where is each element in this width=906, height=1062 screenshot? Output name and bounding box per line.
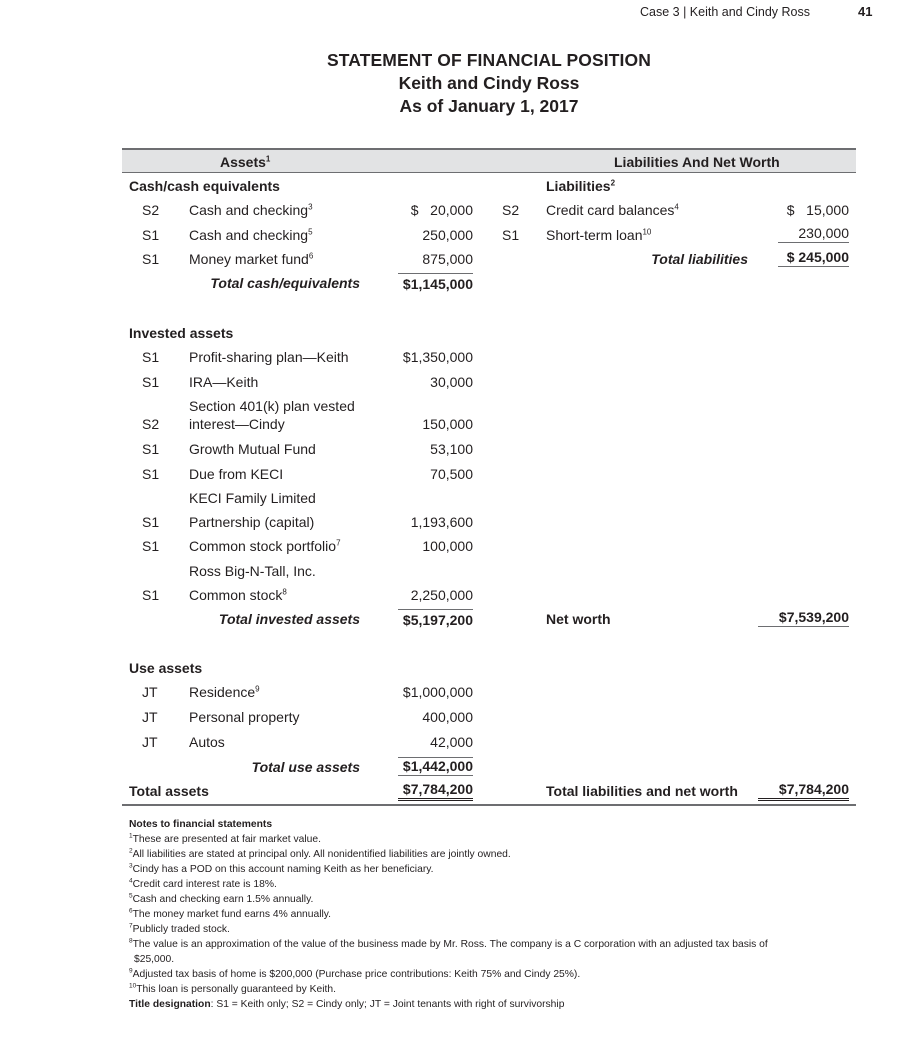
note-5: $^5$Cash and checking earn 1.5% annually. [129, 892, 314, 905]
asset-row: JT Autos 42,000 [142, 734, 473, 750]
total-liabilities-row: Total liabilities $ 245,000 [651, 249, 849, 267]
asset-row: S1 IRA—Keith 30,000 [142, 374, 473, 390]
asset-row: JT Personal property 400,000 [142, 709, 473, 725]
page-number: 41 [858, 4, 873, 19]
note-3: $^3$Cindy has a POD on this account naming Keith as her beneficiary. [129, 862, 434, 875]
asset-row: S1 Common stock portfolio$^7$ 100,000 [142, 538, 473, 554]
note-10: $^{10}$This loan is personally guaranteed by Keith. [129, 982, 336, 995]
asset-label-line1: KECI Family Limited [189, 490, 316, 506]
title-designation: Title designation: S1 = Keith only; S2 = Cindy only; JT = Joint tenants with right of survivorship [129, 999, 565, 1010]
statement-date: As of January 1, 2017 [399, 96, 579, 116]
note-9: $^9$Adjusted tax basis of home is $200,000 (Purchase price contributions: Keith 75% and Cindy 25%). [129, 967, 581, 980]
section-heading-use: Use assets [129, 660, 203, 676]
asset-row: S1 Growth Mutual Fund 53,100 [142, 441, 473, 457]
statement-title-block [0, 48, 906, 118]
total-liabilities-net-worth-row: Total liabilities and net worth $7,784,200 [546, 781, 849, 799]
table-bottom-rule [122, 804, 856, 806]
note-6: $^6$The money market fund earns 4% annually. [129, 907, 332, 920]
liability-row: S1 Short-term loan$^{10}$ 230,000 [502, 225, 849, 243]
net-worth-row: Net worth $7,539,200 [546, 609, 849, 627]
total-assets-row: Total assets $7,784,200 [129, 781, 473, 799]
note-4: $^4$Credit card interest rate is 18%. [129, 877, 277, 890]
note-8: $^8$The value is an approximation of the value of the business made by Mr. Ross. The company is a C corporation with an adjusted tax basis of [129, 937, 768, 950]
asset-row: S1 Due from KECI 70,500 [142, 466, 473, 482]
note-7: $^7$Publicly traded stock. [129, 922, 230, 935]
asset-row: S1 Profit-sharing plan—Keith $1,350,000 [142, 349, 473, 365]
running-head: Case 3 | Keith and Cindy Ross [640, 5, 811, 19]
note-1: $^1$These are presented at fair market value. [129, 832, 321, 845]
note-8-continued: $25,000. [134, 954, 175, 965]
statement-names: Keith and Cindy Ross [398, 73, 580, 93]
note-2: $^2$All liabilities are stated at principal only. All nonidentified liabilities are jointly owned. [129, 847, 511, 860]
notes-section [129, 817, 849, 1012]
total-cash-row: Total cash/equivalents $1,145,000 [210, 275, 473, 292]
liabilities-column-header: Liabilities And Net Worth [614, 154, 780, 170]
asset-row: S2 Cash and checking$^3$ $ 20,000 [142, 202, 473, 218]
asset-row: JT Residence$^9$ $1,000,000 [142, 684, 473, 700]
total-use-row: Total use assets $1,442,000 [251, 758, 473, 775]
total-invested-row: Total invested assets $5,197,200 [218, 611, 473, 628]
asset-row: S1 Money market fund$^6$ 875,000 [142, 251, 473, 267]
table-header [122, 148, 856, 173]
liability-row: S2 Credit card balances$^4$ $ 15,000 [502, 202, 849, 218]
asset-label-line1: Ross Big-N-Tall, Inc. [189, 563, 316, 579]
asset-row: S1 Cash and checking$^5$ 250,000 [142, 227, 473, 243]
statement-heading: STATEMENT OF FINANCIAL POSITION [327, 50, 651, 70]
asset-row: S2 interest—Cindy 150,000 [142, 416, 473, 432]
section-heading-invested: Invested assets [129, 325, 234, 341]
notes-heading: Notes to financial statements [129, 819, 273, 830]
asset-row: S1 Partnership (capital) 1,193,600 [142, 514, 473, 530]
section-heading-liabilities: Liabilities$^2$ [546, 178, 616, 194]
section-heading-cash: Cash/cash equivalents [129, 178, 280, 194]
asset-label-line1: Section 401(k) plan vested [189, 398, 355, 414]
assets-column-header: Assets$^1$ [220, 154, 271, 170]
asset-row: S1 Common stock$^8$ 2,250,000 [142, 587, 473, 603]
